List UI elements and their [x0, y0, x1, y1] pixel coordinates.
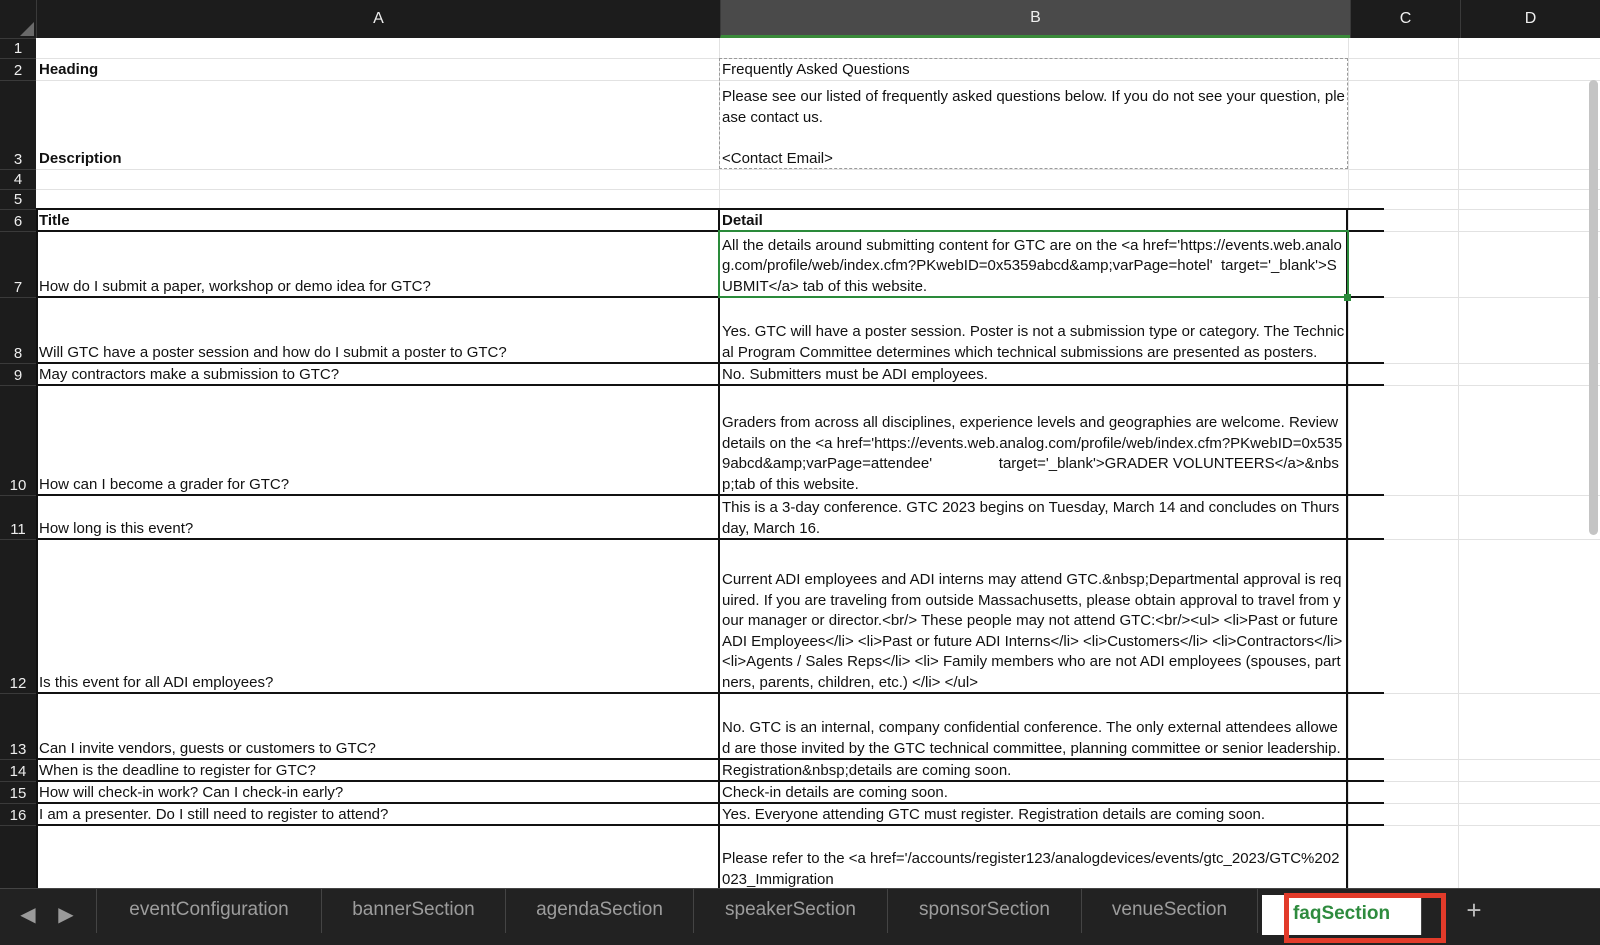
- row-header[interactable]: 3: [0, 80, 36, 169]
- cell-a9[interactable]: May contractors make a submission to GTC?: [39, 365, 340, 383]
- cell-a16[interactable]: I am a presenter. Do I still need to register to attend?: [39, 805, 389, 823]
- cell-a7[interactable]: How do I submit a paper, workshop or demo idea for GTC?: [39, 277, 431, 295]
- fill-handle[interactable]: [1344, 294, 1351, 301]
- selected-cell-outline: [718, 230, 1349, 298]
- column-header-d[interactable]: D: [1460, 0, 1600, 38]
- cell-b7[interactable]: All the details around submitting content for GTC are on the <a href='https://events.web.analog.com/profile/web/index.cfm?PKwebID=0x5359abcd&amp;varPage=hotel' target='_blank'>SUBMIT</a> tab of this website.: [722, 236, 1342, 295]
- cell-a2[interactable]: Heading: [39, 60, 99, 78]
- cell-b2[interactable]: Frequently Asked Questions: [722, 60, 910, 78]
- cell-b14[interactable]: Registration&nbsp;details are coming soon.: [722, 761, 1012, 779]
- cell-b17[interactable]: Please refer to the <a href='/accounts/register123/analogdevices/events/gtc_2023/GTC%202023_Immigration: [722, 850, 1340, 888]
- cell-a11[interactable]: How long is this event?: [39, 519, 194, 537]
- row-header[interactable]: 12: [0, 539, 36, 693]
- active-tab-highlight: [1284, 893, 1446, 943]
- row-header[interactable]: 14: [0, 759, 36, 781]
- cell-b8[interactable]: Yes. GTC will have a poster session. Poster is not a submission type or category. The Technical Program Committee determines which technical submissions are presented as posters.: [722, 323, 1345, 361]
- add-sheet-plus-icon[interactable]: +: [1466, 895, 1482, 925]
- cell-a6[interactable]: Title: [39, 211, 70, 229]
- tab-agenda-section[interactable]: agendaSection: [506, 889, 694, 933]
- row-header[interactable]: 16: [0, 803, 36, 825]
- cell-b6[interactable]: Detail: [722, 211, 763, 229]
- next-sheet-arrow-icon[interactable]: ▶: [58, 904, 74, 926]
- cell-a13[interactable]: Can I invite vendors, guests or customers to GTC?: [39, 739, 376, 757]
- sheet-grid[interactable]: [36, 38, 1600, 902]
- row-header[interactable]: 15: [0, 781, 36, 803]
- column-header-row: [0, 0, 1600, 38]
- tab-venue-section[interactable]: venueSection: [1082, 889, 1258, 933]
- tab-faq-section[interactable]: faqSection: [1262, 895, 1422, 935]
- row-header[interactable]: 1: [0, 38, 36, 58]
- row-header[interactable]: 10: [0, 385, 36, 495]
- cell-a3[interactable]: Description: [39, 149, 122, 167]
- row-header[interactable]: 5: [0, 189, 36, 209]
- row-header[interactable]: 13: [0, 693, 36, 759]
- row-header[interactable]: 9: [0, 363, 36, 385]
- row-header[interactable]: 6: [0, 209, 36, 231]
- row-header-column: [0, 38, 36, 902]
- cell-a15[interactable]: How will check-in work? Can I check-in early?: [39, 783, 344, 801]
- vertical-scrollbar[interactable]: [1589, 80, 1598, 535]
- prev-sheet-arrow-icon[interactable]: ◀: [20, 904, 36, 926]
- row-header[interactable]: 7: [0, 231, 36, 297]
- cell-a14[interactable]: When is the deadline to register for GTC?: [39, 761, 316, 779]
- row-header[interactable]: 11: [0, 495, 36, 539]
- cell-a10[interactable]: How can I become a grader for GTC?: [39, 475, 290, 493]
- cell-b9[interactable]: No. Submitters must be ADI employees.: [722, 365, 988, 383]
- column-header-c[interactable]: C: [1350, 0, 1460, 38]
- cell-a8[interactable]: Will GTC have a poster session and how do I submit a poster to GTC?: [39, 343, 507, 361]
- cell-b13[interactable]: No. GTC is an internal, company confidential conference. The only external attendees allowed are those invited by the GTC technical committee, planning committee or senior leadership.: [722, 719, 1341, 757]
- cell-b11[interactable]: This is a 3-day conference. GTC 2023 begins on Tuesday, March 14 and concludes on Thursday, March 16.: [722, 499, 1340, 537]
- tab-speaker-section[interactable]: speakerSection: [694, 889, 888, 933]
- cell-a12[interactable]: Is this event for all ADI employees?: [39, 673, 274, 691]
- cell-b16[interactable]: Yes. Everyone attending GTC must register. Registration details are coming soon.: [722, 805, 1266, 823]
- row-header[interactable]: 4: [0, 169, 36, 189]
- select-all-corner[interactable]: [0, 0, 36, 38]
- cell-b12[interactable]: Current ADI employees and ADI interns may attend GTC.&nbsp;Departmental approval is required. If you are traveling from outside Massachusetts, please obtain approval to travel from your manager or director.<br/> These people may not attend GTC:<br/><ul> <li>Past or future ADI Employees</li> <li>Past or future ADI Interns</li> <li>Customers</li> <li>Contractors</li> <li>Agents / Sales Reps</li> <li> Family members who are not ADI employees (spouses, partners, parents, children, etc.) </li> </ul>: [722, 571, 1347, 691]
- tab-event-configuration[interactable]: eventConfiguration: [96, 889, 322, 933]
- row-header[interactable]: 8: [0, 297, 36, 363]
- row-header[interactable]: 2: [0, 58, 36, 80]
- column-header-a[interactable]: A: [36, 0, 720, 38]
- tab-sponsor-section[interactable]: sponsorSection: [888, 889, 1082, 933]
- cell-b3[interactable]: Please see our listed of frequently asked questions below. If you do not see your question, please contact us. <Contact Email>: [722, 88, 1345, 167]
- cell-b15[interactable]: Check-in details are coming soon.: [722, 783, 948, 801]
- cell-b10[interactable]: Graders from across all disciplines, experience levels and geographies are welcome. Review details on the <a href='https://events.web.analog.com/profile/web/index.cfm?PKwebID=0x5359abcd&amp;varPage=attendee' target='_blank'>GRADER VOLUNTEERS</a>&nbsp;tab of this website.: [722, 414, 1343, 493]
- column-header-b[interactable]: B: [720, 0, 1350, 38]
- tab-banner-section[interactable]: bannerSection: [322, 889, 506, 933]
